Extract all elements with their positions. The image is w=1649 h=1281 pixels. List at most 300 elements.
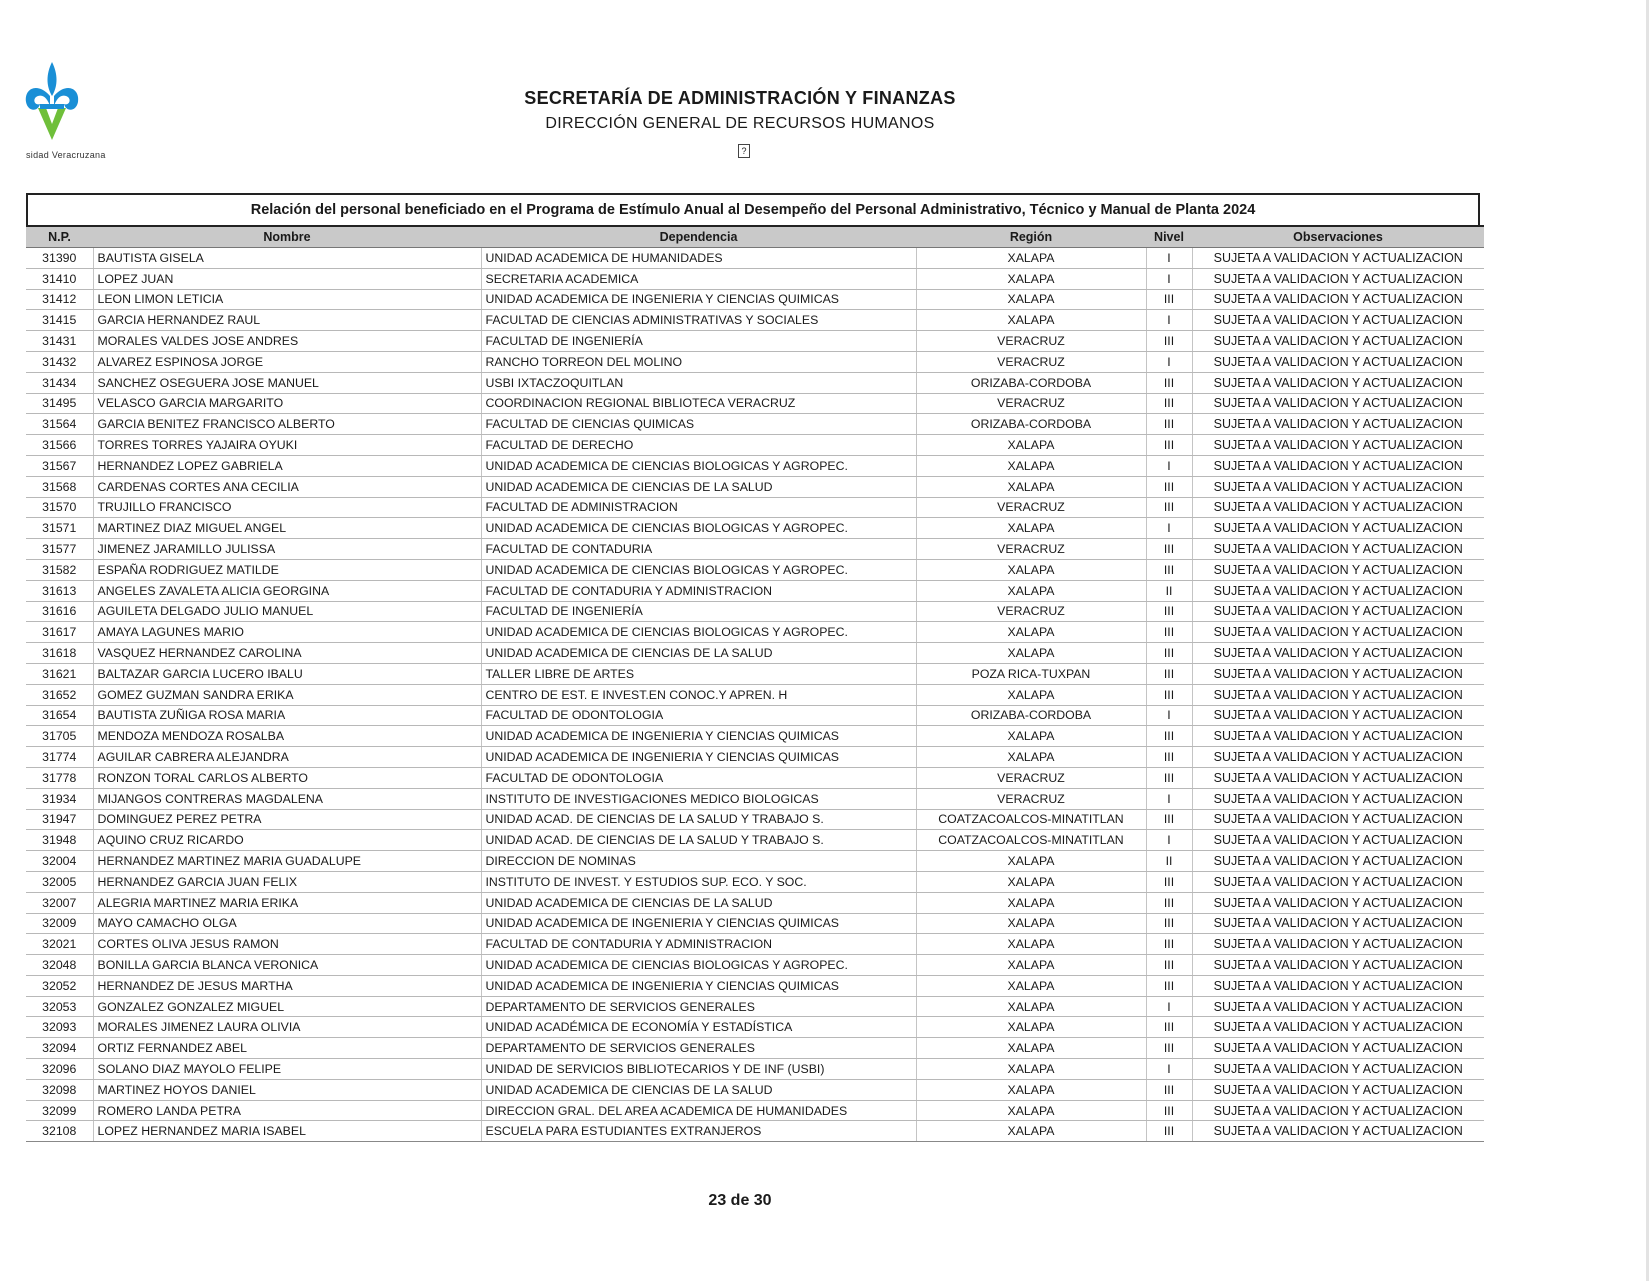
cell-np: 31948 [26, 830, 93, 851]
cell-dependencia: UNIDAD ACAD. DE CIENCIAS DE LA SALUD Y TRABAJO S. [481, 830, 916, 851]
cell-region: ORIZABA-CORDOBA [916, 705, 1146, 726]
table-row [26, 747, 1484, 768]
table-row [26, 455, 1484, 476]
cell-nivel: III [1146, 871, 1192, 892]
cell-nivel: I [1146, 248, 1192, 269]
cell-nombre: VASQUEZ HERNANDEZ CAROLINA [93, 643, 481, 664]
cell-region: XALAPA [916, 643, 1146, 664]
cell-nivel: III [1146, 955, 1192, 976]
cell-observaciones: SUJETA A VALIDACION Y ACTUALIZACION [1192, 289, 1484, 310]
cell-region: VERACRUZ [916, 497, 1146, 518]
cell-dependencia: UNIDAD ACADEMICA DE INGENIERIA Y CIENCIAS QUIMICAS [481, 975, 916, 996]
cell-nombre: TORRES TORRES YAJAIRA OYUKI [93, 435, 481, 456]
cell-region: XALAPA [916, 934, 1146, 955]
table-row [26, 622, 1484, 643]
cell-region: XALAPA [916, 289, 1146, 310]
cell-region: ORIZABA-CORDOBA [916, 372, 1146, 393]
cell-observaciones: SUJETA A VALIDACION Y ACTUALIZACION [1192, 351, 1484, 372]
cell-dependencia: FACULTAD DE CONTADURIA Y ADMINISTRACION [481, 934, 916, 955]
table-row [26, 851, 1484, 872]
cell-np: 31412 [26, 289, 93, 310]
cell-nombre: BAUTISTA GISELA [93, 248, 481, 269]
cell-np: 32096 [26, 1059, 93, 1080]
cell-np: 31567 [26, 455, 93, 476]
cell-region: XALAPA [916, 955, 1146, 976]
cell-nivel: III [1146, 1017, 1192, 1038]
cell-nombre: HERNANDEZ GARCIA JUAN FELIX [93, 871, 481, 892]
cell-nivel: III [1146, 913, 1192, 934]
cell-dependencia: UNIDAD DE SERVICIOS BIBLIOTECARIOS Y DE INF (USBI) [481, 1059, 916, 1080]
cell-dependencia: UNIDAD ACADEMICA DE CIENCIAS DE LA SALUD [481, 476, 916, 497]
table-row [26, 601, 1484, 622]
cell-dependencia: UNIDAD ACADEMICA DE CIENCIAS BIOLOGICAS Y AGROPEC. [481, 518, 916, 539]
cell-nivel: III [1146, 559, 1192, 580]
cell-nivel: III [1146, 289, 1192, 310]
cell-nivel: II [1146, 851, 1192, 872]
cell-dependencia: FACULTAD DE INGENIERÍA [481, 601, 916, 622]
cell-dependencia: DEPARTAMENTO DE SERVICIOS GENERALES [481, 1038, 916, 1059]
cell-np: 32021 [26, 934, 93, 955]
cell-dependencia: FACULTAD DE DERECHO [481, 435, 916, 456]
cell-np: 32009 [26, 913, 93, 934]
cell-dependencia: UNIDAD ACADEMICA DE CIENCIAS BIOLOGICAS Y AGROPEC. [481, 955, 916, 976]
cell-nombre: GOMEZ GUZMAN SANDRA ERIKA [93, 684, 481, 705]
cell-observaciones: SUJETA A VALIDACION Y ACTUALIZACION [1192, 726, 1484, 747]
table-row [26, 913, 1484, 934]
table-header-row [26, 226, 1484, 248]
cell-region: XALAPA [916, 996, 1146, 1017]
cell-region: VERACRUZ [916, 351, 1146, 372]
cell-nombre: MARTINEZ HOYOS DANIEL [93, 1079, 481, 1100]
cell-dependencia: UNIDAD ACADEMICA DE CIENCIAS DE LA SALUD [481, 1079, 916, 1100]
cell-nivel: III [1146, 622, 1192, 643]
cell-region: XALAPA [916, 747, 1146, 768]
cell-nombre: ANGELES ZAVALETA ALICIA GEORGINA [93, 580, 481, 601]
cell-observaciones: SUJETA A VALIDACION Y ACTUALIZACION [1192, 871, 1484, 892]
cell-observaciones: SUJETA A VALIDACION Y ACTUALIZACION [1192, 1079, 1484, 1100]
table-row [26, 351, 1484, 372]
cell-np: 31705 [26, 726, 93, 747]
table-row [26, 892, 1484, 913]
cell-dependencia: FACULTAD DE ODONTOLOGIA [481, 767, 916, 788]
cell-nivel: III [1146, 372, 1192, 393]
cell-nombre: GARCIA BENITEZ FRANCISCO ALBERTO [93, 414, 481, 435]
cell-nombre: HERNANDEZ MARTINEZ MARIA GUADALUPE [93, 851, 481, 872]
cell-np: 31613 [26, 580, 93, 601]
cell-nivel: III [1146, 435, 1192, 456]
cell-nombre: ROMERO LANDA PETRA [93, 1100, 481, 1121]
column-header-nivel: Nivel [1146, 226, 1192, 248]
table-row [26, 268, 1484, 289]
beneficiaries-table [26, 225, 1484, 1142]
cell-np: 32004 [26, 851, 93, 872]
cell-observaciones: SUJETA A VALIDACION Y ACTUALIZACION [1192, 1017, 1484, 1038]
cell-nivel: I [1146, 1059, 1192, 1080]
cell-region: XALAPA [916, 559, 1146, 580]
table-row [26, 331, 1484, 352]
table-row [26, 539, 1484, 560]
cell-dependencia: USBI IXTACZOQUITLAN [481, 372, 916, 393]
cell-np: 32048 [26, 955, 93, 976]
cell-np: 31617 [26, 622, 93, 643]
cell-nombre: SOLANO DIAZ MAYOLO FELIPE [93, 1059, 481, 1080]
cell-nombre: BAUTISTA ZUÑIGA ROSA MARIA [93, 705, 481, 726]
cell-nivel: I [1146, 705, 1192, 726]
cell-observaciones: SUJETA A VALIDACION Y ACTUALIZACION [1192, 1121, 1484, 1142]
cell-nombre: JIMENEZ JARAMILLO JULISSA [93, 539, 481, 560]
cell-nombre: TRUJILLO FRANCISCO [93, 497, 481, 518]
cell-nombre: MAYO CAMACHO OLGA [93, 913, 481, 934]
cell-nombre: MORALES JIMENEZ LAURA OLIVIA [93, 1017, 481, 1038]
cell-observaciones: SUJETA A VALIDACION Y ACTUALIZACION [1192, 851, 1484, 872]
cell-nivel: III [1146, 934, 1192, 955]
cell-observaciones: SUJETA A VALIDACION Y ACTUALIZACION [1192, 310, 1484, 331]
cell-nivel: III [1146, 1100, 1192, 1121]
cell-dependencia: UNIDAD ACADEMICA DE CIENCIAS DE LA SALUD [481, 643, 916, 664]
cell-nombre: LOPEZ JUAN [93, 268, 481, 289]
cell-nivel: I [1146, 996, 1192, 1017]
cell-observaciones: SUJETA A VALIDACION Y ACTUALIZACION [1192, 996, 1484, 1017]
cell-nivel: III [1146, 892, 1192, 913]
cell-nivel: III [1146, 975, 1192, 996]
cell-observaciones: SUJETA A VALIDACION Y ACTUALIZACION [1192, 601, 1484, 622]
cell-observaciones: SUJETA A VALIDACION Y ACTUALIZACION [1192, 518, 1484, 539]
table-row [26, 767, 1484, 788]
cell-np: 31778 [26, 767, 93, 788]
cell-nivel: I [1146, 351, 1192, 372]
cell-observaciones: SUJETA A VALIDACION Y ACTUALIZACION [1192, 830, 1484, 851]
cell-dependencia: UNIDAD ACADEMICA DE INGENIERIA Y CIENCIAS QUIMICAS [481, 289, 916, 310]
page-title: SECRETARÍA DE ADMINISTRACIÓN Y FINANZAS [524, 88, 956, 108]
table-row [26, 684, 1484, 705]
table-row [26, 497, 1484, 518]
cell-np: 31582 [26, 559, 93, 580]
cell-observaciones: SUJETA A VALIDACION Y ACTUALIZACION [1192, 809, 1484, 830]
table-row [26, 830, 1484, 851]
cell-region: XALAPA [916, 871, 1146, 892]
cell-observaciones: SUJETA A VALIDACION Y ACTUALIZACION [1192, 955, 1484, 976]
cell-np: 31652 [26, 684, 93, 705]
cell-dependencia: INSTITUTO DE INVEST. Y ESTUDIOS SUP. ECO. Y SOC. [481, 871, 916, 892]
cell-nombre: HERNANDEZ LOPEZ GABRIELA [93, 455, 481, 476]
table-row [26, 476, 1484, 497]
cell-nivel: III [1146, 539, 1192, 560]
table-row [26, 372, 1484, 393]
cell-nombre: ESPAÑA RODRIGUEZ MATILDE [93, 559, 481, 580]
cell-observaciones: SUJETA A VALIDACION Y ACTUALIZACION [1192, 1038, 1484, 1059]
cell-nombre: MENDOZA MENDOZA ROSALBA [93, 726, 481, 747]
cell-region: COATZACOALCOS-MINATITLAN [916, 809, 1146, 830]
placeholder-glyph: ? [738, 144, 750, 158]
cell-nombre: GARCIA HERNANDEZ RAUL [93, 310, 481, 331]
cell-region: XALAPA [916, 435, 1146, 456]
table-row [26, 1100, 1484, 1121]
cell-nivel: III [1146, 331, 1192, 352]
cell-region: XALAPA [916, 1100, 1146, 1121]
cell-nombre: HERNANDEZ DE JESUS MARTHA [93, 975, 481, 996]
cell-nivel: III [1146, 643, 1192, 664]
cell-np: 31415 [26, 310, 93, 331]
cell-observaciones: SUJETA A VALIDACION Y ACTUALIZACION [1192, 497, 1484, 518]
cell-region: VERACRUZ [916, 331, 1146, 352]
cell-observaciones: SUJETA A VALIDACION Y ACTUALIZACION [1192, 975, 1484, 996]
cell-observaciones: SUJETA A VALIDACION Y ACTUALIZACION [1192, 393, 1484, 414]
cell-dependencia: UNIDAD ACADEMICA DE CIENCIAS BIOLOGICAS Y AGROPEC. [481, 455, 916, 476]
cell-region: XALAPA [916, 518, 1146, 539]
cell-np: 31621 [26, 663, 93, 684]
cell-nombre: CORTES OLIVA JESUS RAMON [93, 934, 481, 955]
cell-np: 31434 [26, 372, 93, 393]
cell-dependencia: UNIDAD ACADEMICA DE INGENIERIA Y CIENCIAS QUIMICAS [481, 747, 916, 768]
cell-nivel: III [1146, 1038, 1192, 1059]
cell-region: XALAPA [916, 684, 1146, 705]
cell-nombre: ALVAREZ ESPINOSA JORGE [93, 351, 481, 372]
cell-region: XALAPA [916, 913, 1146, 934]
page-subtitle: DIRECCIÓN GENERAL DE RECURSOS HUMANOS [545, 115, 935, 132]
cell-observaciones: SUJETA A VALIDACION Y ACTUALIZACION [1192, 455, 1484, 476]
cell-nombre: BALTAZAR GARCIA LUCERO IBALU [93, 663, 481, 684]
cell-region: XALAPA [916, 851, 1146, 872]
table-row [26, 788, 1484, 809]
beneficiaries-table-wrapper [26, 193, 1484, 1142]
cell-np: 32053 [26, 996, 93, 1017]
cell-region: ORIZABA-CORDOBA [916, 414, 1146, 435]
table-row [26, 1121, 1484, 1142]
cell-observaciones: SUJETA A VALIDACION Y ACTUALIZACION [1192, 1059, 1484, 1080]
cell-observaciones: SUJETA A VALIDACION Y ACTUALIZACION [1192, 331, 1484, 352]
cell-np: 32108 [26, 1121, 93, 1142]
cell-nivel: III [1146, 767, 1192, 788]
cell-nombre: VELASCO GARCIA MARGARITO [93, 393, 481, 414]
table-row [26, 726, 1484, 747]
cell-dependencia: FACULTAD DE CIENCIAS QUIMICAS [481, 414, 916, 435]
table-row [26, 310, 1484, 331]
cell-dependencia: COORDINACION REGIONAL BIBLIOTECA VERACRUZ [481, 393, 916, 414]
cell-dependencia: UNIDAD ACADEMICA DE INGENIERIA Y CIENCIAS QUIMICAS [481, 913, 916, 934]
cell-nivel: II [1146, 580, 1192, 601]
cell-dependencia: UNIDAD ACADÉMICA DE ECONOMÍA Y ESTADÍSTICA [481, 1017, 916, 1038]
cell-nivel: III [1146, 393, 1192, 414]
cell-observaciones: SUJETA A VALIDACION Y ACTUALIZACION [1192, 622, 1484, 643]
table-row [26, 809, 1484, 830]
cell-nivel: III [1146, 476, 1192, 497]
cell-nivel: III [1146, 497, 1192, 518]
cell-region: VERACRUZ [916, 539, 1146, 560]
column-header-dependencia: Dependencia [481, 226, 916, 248]
cell-np: 32005 [26, 871, 93, 892]
cell-nombre: GONZALEZ GONZALEZ MIGUEL [93, 996, 481, 1017]
cell-nombre: MARTINEZ DIAZ MIGUEL ANGEL [93, 518, 481, 539]
cell-nombre: BONILLA GARCIA BLANCA VERONICA [93, 955, 481, 976]
table-row [26, 580, 1484, 601]
cell-np: 31947 [26, 809, 93, 830]
cell-dependencia: FACULTAD DE CIENCIAS ADMINISTRATIVAS Y SOCIALES [481, 310, 916, 331]
cell-observaciones: SUJETA A VALIDACION Y ACTUALIZACION [1192, 684, 1484, 705]
cell-region: XALAPA [916, 1038, 1146, 1059]
table-row [26, 518, 1484, 539]
cell-observaciones: SUJETA A VALIDACION Y ACTUALIZACION [1192, 559, 1484, 580]
cell-observaciones: SUJETA A VALIDACION Y ACTUALIZACION [1192, 414, 1484, 435]
cell-np: 31654 [26, 705, 93, 726]
cell-dependencia: FACULTAD DE ADMINISTRACION [481, 497, 916, 518]
cell-observaciones: SUJETA A VALIDACION Y ACTUALIZACION [1192, 934, 1484, 955]
cell-nombre: SANCHEZ OSEGUERA JOSE MANUEL [93, 372, 481, 393]
cell-dependencia: INSTITUTO DE INVESTIGACIONES MEDICO BIOLOGICAS [481, 788, 916, 809]
cell-nivel: III [1146, 726, 1192, 747]
cell-observaciones: SUJETA A VALIDACION Y ACTUALIZACION [1192, 643, 1484, 664]
table-row [26, 871, 1484, 892]
cell-region: XALAPA [916, 622, 1146, 643]
cell-region: XALAPA [916, 726, 1146, 747]
cell-observaciones: SUJETA A VALIDACION Y ACTUALIZACION [1192, 476, 1484, 497]
cell-nivel: III [1146, 1121, 1192, 1142]
cell-region: VERACRUZ [916, 767, 1146, 788]
table-row [26, 559, 1484, 580]
cell-np: 31564 [26, 414, 93, 435]
cell-region: POZA RICA-TUXPAN [916, 663, 1146, 684]
table-row [26, 663, 1484, 684]
cell-dependencia: DIRECCION GRAL. DEL AREA ACADEMICA DE HUMANIDADES [481, 1100, 916, 1121]
cell-dependencia: UNIDAD ACAD. DE CIENCIAS DE LA SALUD Y TRABAJO S. [481, 809, 916, 830]
cell-np: 32094 [26, 1038, 93, 1059]
cell-region: XALAPA [916, 1121, 1146, 1142]
cell-nombre: DOMINGUEZ PEREZ PETRA [93, 809, 481, 830]
cell-region: XALAPA [916, 975, 1146, 996]
cell-dependencia: UNIDAD ACADEMICA DE HUMANIDADES [481, 248, 916, 269]
cell-np: 32052 [26, 975, 93, 996]
cell-dependencia: UNIDAD ACADEMICA DE CIENCIAS BIOLOGICAS Y AGROPEC. [481, 559, 916, 580]
cell-nombre: MORALES VALDES JOSE ANDRES [93, 331, 481, 352]
cell-observaciones: SUJETA A VALIDACION Y ACTUALIZACION [1192, 580, 1484, 601]
cell-dependencia: FACULTAD DE CONTADURIA [481, 539, 916, 560]
cell-dependencia: RANCHO TORREON DEL MOLINO [481, 351, 916, 372]
cell-observaciones: SUJETA A VALIDACION Y ACTUALIZACION [1192, 892, 1484, 913]
cell-observaciones: SUJETA A VALIDACION Y ACTUALIZACION [1192, 372, 1484, 393]
cell-observaciones: SUJETA A VALIDACION Y ACTUALIZACION [1192, 1100, 1484, 1121]
cell-observaciones: SUJETA A VALIDACION Y ACTUALIZACION [1192, 268, 1484, 289]
cell-dependencia: UNIDAD ACADEMICA DE INGENIERIA Y CIENCIAS QUIMICAS [481, 726, 916, 747]
cell-np: 31577 [26, 539, 93, 560]
cell-dependencia: FACULTAD DE CONTADURIA Y ADMINISTRACION [481, 580, 916, 601]
cell-nivel: I [1146, 788, 1192, 809]
cell-nombre: AMAYA LAGUNES MARIO [93, 622, 481, 643]
table-row [26, 393, 1484, 414]
cell-np: 31618 [26, 643, 93, 664]
table-row [26, 435, 1484, 456]
cell-np: 31390 [26, 248, 93, 269]
cell-observaciones: SUJETA A VALIDACION Y ACTUALIZACION [1192, 788, 1484, 809]
cell-nombre: ALEGRIA MARTINEZ MARIA ERIKA [93, 892, 481, 913]
cell-np: 31432 [26, 351, 93, 372]
cell-dependencia: FACULTAD DE INGENIERÍA [481, 331, 916, 352]
cell-region: XALAPA [916, 310, 1146, 331]
cell-dependencia: DIRECCION DE NOMINAS [481, 851, 916, 872]
cell-region: XALAPA [916, 476, 1146, 497]
table-row [26, 414, 1484, 435]
cell-observaciones: SUJETA A VALIDACION Y ACTUALIZACION [1192, 747, 1484, 768]
cell-nivel: I [1146, 830, 1192, 851]
cell-nivel: III [1146, 1079, 1192, 1100]
table-row [26, 955, 1484, 976]
cell-nombre: AGUILETA DELGADO JULIO MANUEL [93, 601, 481, 622]
cell-region: VERACRUZ [916, 788, 1146, 809]
cell-np: 31774 [26, 747, 93, 768]
cell-dependencia: TALLER LIBRE DE ARTES [481, 663, 916, 684]
cell-np: 32099 [26, 1100, 93, 1121]
cell-nivel: I [1146, 518, 1192, 539]
table-row [26, 975, 1484, 996]
cell-observaciones: SUJETA A VALIDACION Y ACTUALIZACION [1192, 248, 1484, 269]
cell-nivel: III [1146, 414, 1192, 435]
cell-nombre: CARDENAS CORTES ANA CECILIA [93, 476, 481, 497]
cell-np: 31495 [26, 393, 93, 414]
cell-np: 31566 [26, 435, 93, 456]
column-header-observaciones: Observaciones [1192, 226, 1484, 248]
cell-dependencia: UNIDAD ACADEMICA DE CIENCIAS BIOLOGICAS Y AGROPEC. [481, 622, 916, 643]
cell-region: XALAPA [916, 1079, 1146, 1100]
table-row [26, 705, 1484, 726]
cell-region: XALAPA [916, 455, 1146, 476]
cell-nombre: MIJANGOS CONTRERAS MAGDALENA [93, 788, 481, 809]
cell-region: XALAPA [916, 1059, 1146, 1080]
cell-dependencia: CENTRO DE EST. E INVEST.EN CONOC.Y APREN. H [481, 684, 916, 705]
cell-region: XALAPA [916, 248, 1146, 269]
cell-nivel: III [1146, 663, 1192, 684]
cell-nombre: LEON LIMON LETICIA [93, 289, 481, 310]
cell-dependencia: FACULTAD DE ODONTOLOGIA [481, 705, 916, 726]
cell-nivel: III [1146, 601, 1192, 622]
table-row [26, 1017, 1484, 1038]
table-row [26, 1079, 1484, 1100]
cell-np: 32007 [26, 892, 93, 913]
cell-np: 31568 [26, 476, 93, 497]
cell-dependencia: DEPARTAMENTO DE SERVICIOS GENERALES [481, 996, 916, 1017]
cell-nivel: III [1146, 747, 1192, 768]
cell-nombre: AQUINO CRUZ RICARDO [93, 830, 481, 851]
table-row [26, 1059, 1484, 1080]
cell-nivel: III [1146, 809, 1192, 830]
cell-region: XALAPA [916, 580, 1146, 601]
cell-np: 31934 [26, 788, 93, 809]
logo-text: sidad Veracruzana [26, 150, 106, 160]
page-number: 23 de 30 [708, 1192, 772, 1209]
cell-np: 31431 [26, 331, 93, 352]
table-row [26, 643, 1484, 664]
cell-dependencia: ESCUELA PARA ESTUDIANTES EXTRANJEROS [481, 1121, 916, 1142]
cell-region: XALAPA [916, 1017, 1146, 1038]
cell-region: VERACRUZ [916, 393, 1146, 414]
cell-nombre: AGUILAR CABRERA ALEJANDRA [93, 747, 481, 768]
table-row [26, 934, 1484, 955]
column-header-nombre: Nombre [93, 226, 481, 248]
column-header-np: N.P. [26, 226, 93, 248]
table-caption: Relación del personal beneficiado en el Programa de Estímulo Anual al Desempeño del Personal Administrativo, Técnico y Manual de Planta 2024 [26, 193, 1480, 225]
cell-nivel: I [1146, 268, 1192, 289]
cell-nivel: III [1146, 684, 1192, 705]
cell-np: 31410 [26, 268, 93, 289]
cell-dependencia: UNIDAD ACADEMICA DE CIENCIAS DE LA SALUD [481, 892, 916, 913]
cell-nombre: LOPEZ HERNANDEZ MARIA ISABEL [93, 1121, 481, 1142]
cell-observaciones: SUJETA A VALIDACION Y ACTUALIZACION [1192, 539, 1484, 560]
cell-np: 31616 [26, 601, 93, 622]
cell-np: 31570 [26, 497, 93, 518]
university-logo [22, 60, 142, 160]
cell-dependencia: SECRETARIA ACADEMICA [481, 268, 916, 289]
cell-region: XALAPA [916, 892, 1146, 913]
cell-np: 32098 [26, 1079, 93, 1100]
cell-region: XALAPA [916, 268, 1146, 289]
table-row [26, 1038, 1484, 1059]
